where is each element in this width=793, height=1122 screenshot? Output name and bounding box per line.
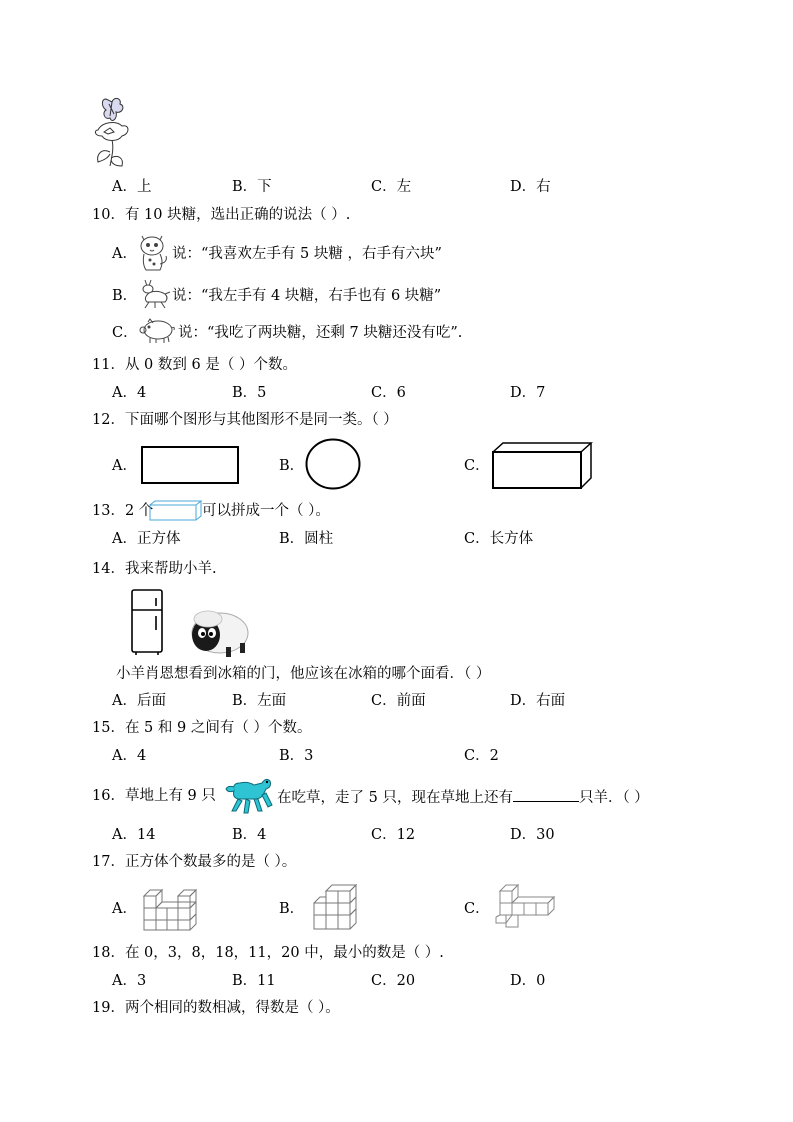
q9-option-c[interactable]: C．左 bbox=[371, 179, 412, 195]
q10-option-c-text: 说：“我吃了两块糖，还剩 7 块糖还没有吃”. bbox=[178, 325, 463, 341]
q14-option-a[interactable]: A．后面 bbox=[112, 693, 166, 709]
q18-option-b[interactable]: B．11 bbox=[232, 973, 276, 989]
q13-option-a[interactable]: A．正方体 bbox=[112, 531, 181, 547]
q17-option-b[interactable]: B． bbox=[279, 901, 305, 917]
q16-option-a[interactable]: A．14 bbox=[112, 827, 156, 843]
q10-option-a-text: 说：“我喜欢左手有 5 块糖 ，右手有六块” bbox=[172, 246, 442, 262]
q16-option-b[interactable]: B．4 bbox=[232, 827, 267, 843]
q16-stem-mid bbox=[277, 787, 649, 807]
q14-option-c[interactable]: C．前面 bbox=[371, 693, 426, 709]
q10-option-c-label[interactable]: C． bbox=[112, 325, 138, 341]
q13-option-c[interactable]: C．长方体 bbox=[464, 531, 534, 547]
q15-option-b[interactable]: B．3 bbox=[279, 748, 314, 764]
q11-stem: 11．从 0 数到 6 是（ ）个数。 bbox=[92, 357, 297, 373]
q16-answer-blank[interactable] bbox=[513, 787, 579, 802]
cube-stack-c-figure bbox=[494, 883, 560, 931]
q17-stem: 17．正方体个数最多的是（ ）。 bbox=[92, 854, 297, 870]
cube-stack-a-figure bbox=[142, 886, 202, 932]
q14-option-b[interactable]: B．左面 bbox=[232, 693, 287, 709]
q16-stem-mid-text: 在吃草，走了 5 只，现在草地上还有 bbox=[277, 790, 513, 806]
cuboid-shape bbox=[492, 442, 594, 490]
q12-option-a[interactable]: A． bbox=[112, 458, 137, 474]
q17-option-c[interactable]: C． bbox=[464, 901, 490, 917]
circle-shape bbox=[305, 438, 363, 490]
q18-option-d[interactable]: D．0 bbox=[510, 973, 546, 989]
q10-stem: 10．有 10 块糖，选出正确的说法（ ）. bbox=[92, 207, 351, 223]
q13-stem-post: 可以拼成一个（ ）。 bbox=[202, 503, 330, 519]
cuboid-outline-icon bbox=[149, 500, 203, 522]
q11-option-a[interactable]: A．4 bbox=[112, 385, 147, 401]
q16-option-d[interactable]: D．30 bbox=[510, 827, 555, 843]
pig-icon bbox=[138, 318, 176, 344]
q14-question: 小羊肖恩想看到冰箱的门，他应该在冰箱的哪个面看．（ ） bbox=[116, 666, 491, 682]
q16-stem-pre: 16．草地上有 9 只 bbox=[92, 788, 216, 804]
q11-option-d[interactable]: D．7 bbox=[510, 385, 546, 401]
q12-stem: 12．下面哪个图形与其他图形不是同一类。（ ） bbox=[92, 412, 398, 428]
q13-option-b[interactable]: B．圆柱 bbox=[279, 531, 334, 547]
q10-option-b-text: 说：“我左手有 4 块糖，右手也有 6 块糖” bbox=[172, 288, 442, 304]
q13-stem-pre: 13．2 个 bbox=[92, 503, 154, 519]
blue-sheep-icon bbox=[224, 773, 274, 815]
butterfly-flower-figure bbox=[92, 96, 138, 172]
sheep-shaun-icon bbox=[186, 603, 252, 659]
q11-option-b[interactable]: B．5 bbox=[232, 385, 267, 401]
q18-option-c[interactable]: C．20 bbox=[371, 973, 416, 989]
q9-option-b[interactable]: B．下 bbox=[232, 179, 272, 195]
q16-option-c[interactable]: C．12 bbox=[371, 827, 416, 843]
q12-option-c[interactable]: C． bbox=[464, 458, 490, 474]
deer-icon bbox=[137, 278, 173, 310]
q9-option-a[interactable]: A．上 bbox=[112, 179, 152, 195]
fridge-icon bbox=[130, 588, 164, 656]
q9-option-d[interactable]: D．右 bbox=[510, 179, 551, 195]
q15-stem: 15．在 5 和 9 之间有（ ）个数。 bbox=[92, 720, 312, 736]
cat-icon bbox=[136, 232, 172, 272]
cube-stack-b-figure bbox=[312, 883, 362, 933]
q16-stem-post-text: 只羊．（ ） bbox=[578, 790, 649, 806]
q10-option-b-label[interactable]: B． bbox=[112, 288, 138, 304]
q19-stem: 19．两个相同的数相减，得数是（ ）。 bbox=[92, 1000, 340, 1016]
q14-option-d[interactable]: D．右面 bbox=[510, 693, 566, 709]
q17-option-a[interactable]: A． bbox=[112, 901, 137, 917]
q15-option-c[interactable]: C．2 bbox=[464, 748, 499, 764]
q12-option-b[interactable]: B． bbox=[279, 458, 305, 474]
q14-stem: 14．我来帮助小羊. bbox=[92, 561, 217, 577]
q10-option-a-label[interactable]: A． bbox=[112, 246, 137, 262]
q18-stem: 18．在 0，3，8，18，11，20 中，最小的数是（ ）. bbox=[92, 945, 444, 961]
q15-option-a[interactable]: A．4 bbox=[112, 748, 147, 764]
q11-option-c[interactable]: C．6 bbox=[371, 385, 406, 401]
q18-option-a[interactable]: A．3 bbox=[112, 973, 147, 989]
rectangle-shape bbox=[141, 446, 241, 486]
